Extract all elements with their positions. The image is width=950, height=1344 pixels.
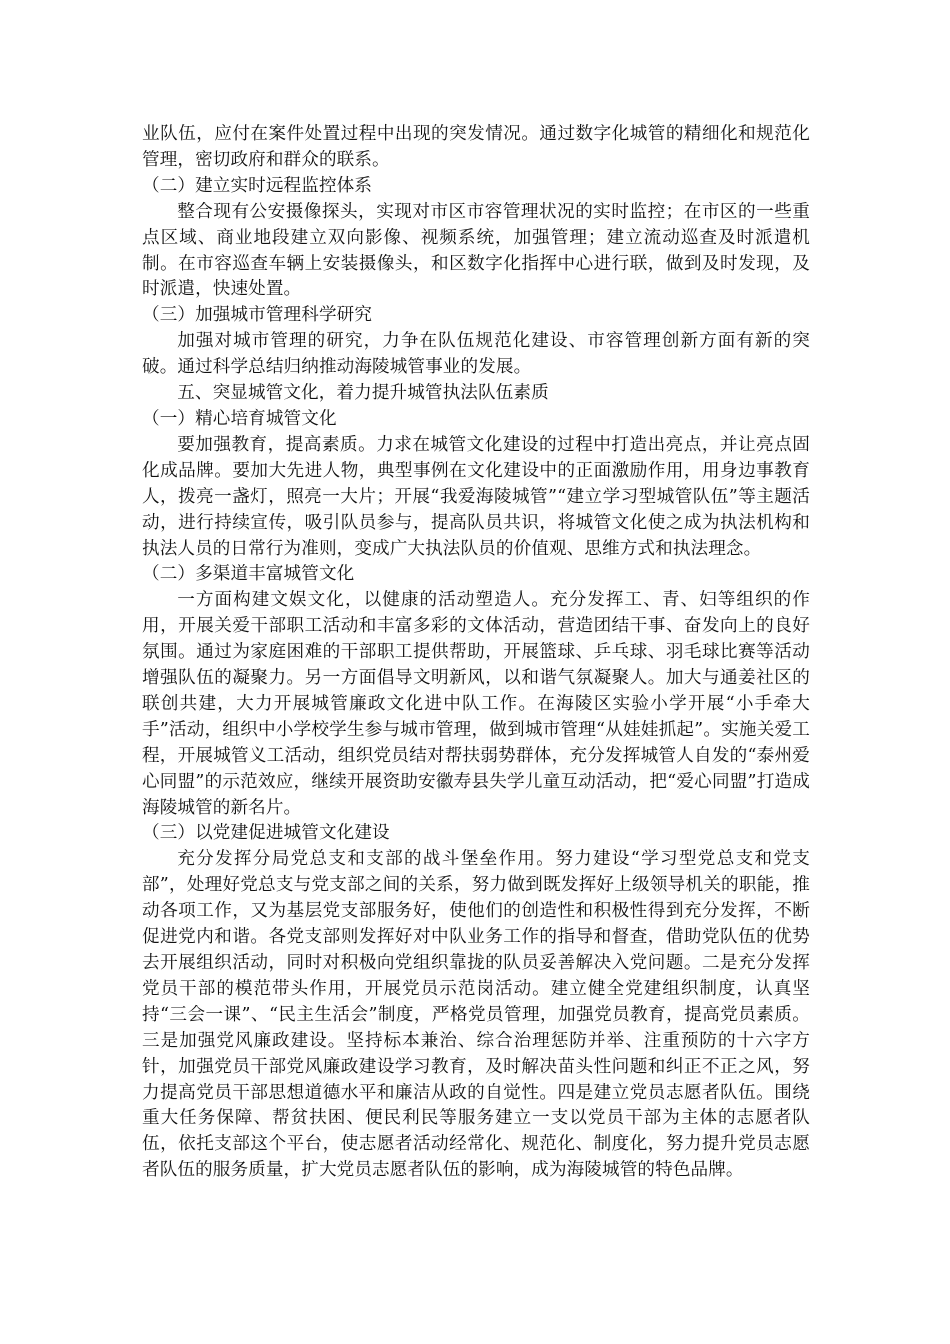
paragraph-party-building: 充分发挥分局党总支和支部的战斗堡垒作用。努力建设“学习型党总支和党支部”，处理好党总支与党支部之间的关系，努力做到既发挥好上级领导机关的职能，推动各项工作，又为基层党支部服务好，使他们的创造性和积极性得到充分发挥，不断促进党内和谐。各党支部则发挥好对中队业务工作的指导和督查，借助党队伍的优势去开展组织活动，同时对积极向党组织靠拢的队员妥善解决入党问题。二是充分发挥党员干部的模范带头作用，开展党员示范岗活动。建立健全党建组织制度，认真坚持“三会一课”、“民主生活会”制度，严格党员管理，加强党员教育，提高党员素质。三是加强党风廉政建设。坚持标本兼治、综合治理惩防并举、注重预防的十六字方针，加强党员干部党风廉政建设学习教育，及时解决苗头性问题和纠正不正之风，努力提高党员干部思想道德水平和廉洁从政的自觉性。四是建立党员志愿者队伍。围绕重大任务保障、帮贫扶困、便民利民等服务建立一支以党员干部为主体的志愿者队伍，依托支部这个平台，使志愿者活动经常化、规范化、制度化，努力提升党员志愿者队伍的服务质量，扩大党员志愿者队伍的影响，成为海陵城管的特色品牌。	[142, 849, 810, 1181]
paragraph-continuation: 业队伍，应付在案件处置过程中出现的突发情况。通过数字化城管的精细化和规范化管理，密切政府和群众的联系。	[142, 124, 810, 170]
subheading-cultivate-culture: （一）精心培育城管文化	[142, 408, 337, 429]
paragraph-monitoring: 整合现有公安摄像探头，实现对市区市容管理状况的实时监控；在市区的一些重点区域、商业地段建立双向影像、视频系统，加强管理；建立流动巡查及时派遣机制。在市容巡查车辆上安装摄像头，和区数字化指挥中心进行联，做到及时发现，及时派遣，快速处置。	[142, 201, 810, 300]
subheading-research: （三）加强城市管理科学研究	[142, 305, 373, 326]
document-page	[142, 122, 810, 1184]
subheading-party-building: （三）以党建促进城管文化建设	[142, 823, 390, 844]
paragraph-research: 加强对城市管理的研究，力争在队伍规范化建设、市容管理创新方面有新的突破。通过科学总结归纳推动海陵城管事业的发展。	[142, 331, 810, 378]
subheading-enrich-culture: （二）多渠道丰富城管文化	[142, 564, 355, 585]
paragraph-enrich-culture: 一方面构建文娱文化，以健康的活动塑造人。充分发挥工、青、妇等组织的作用，开展关爱干部职工活动和丰富多彩的文体活动，营造团结干事、奋发向上的良好氛围。通过为家庭困难的干部职工提供帮助，开展篮球、乒乓球、羽毛球比赛等活动增强队伍的凝聚力。另一方面倡导文明新风，以和谐气氛凝聚人。加大与通姜社区的联创共建，大力开展城管廉政文化进中队工作。在海陵区实验小学开展“小手牵大手”活动，组织中小学校学生参与城市管理，做到城市管理“从娃娃抓起”。实施关爱工程，开展城管义工活动，组织党员结对帮扶弱势群体，充分发挥城管人自发的“泰州爱心同盟”的示范效应，继续开展资助安徽寿县失学儿童互动活动，把“爱心同盟”打造成海陵城管的新名片。	[142, 590, 810, 818]
section-heading-culture: 五、突显城管文化，着力提升城管执法队伍素质	[177, 383, 549, 404]
subheading-remote-monitoring: （二）建立实时远程监控体系	[142, 175, 373, 196]
paragraph-cultivate-culture: 要加强教育，提高素质。力求在城管文化建设的过程中打造出亮点，并让亮点固化成品牌。要加大先进人物，典型事例在文化建设中的正面激励作用，用身边事教育人，拨亮一盏灯，照亮一大片；开展“我爱海陵城管”“建立学习型城管队伍”等主题活动，进行持续宣传，吸引队员参与，提高队员共识，将城管文化使之成为执法机构和执法人员的日常行为准则，变成广大执法队员的价值观、思维方式和执法理念。	[142, 434, 810, 559]
